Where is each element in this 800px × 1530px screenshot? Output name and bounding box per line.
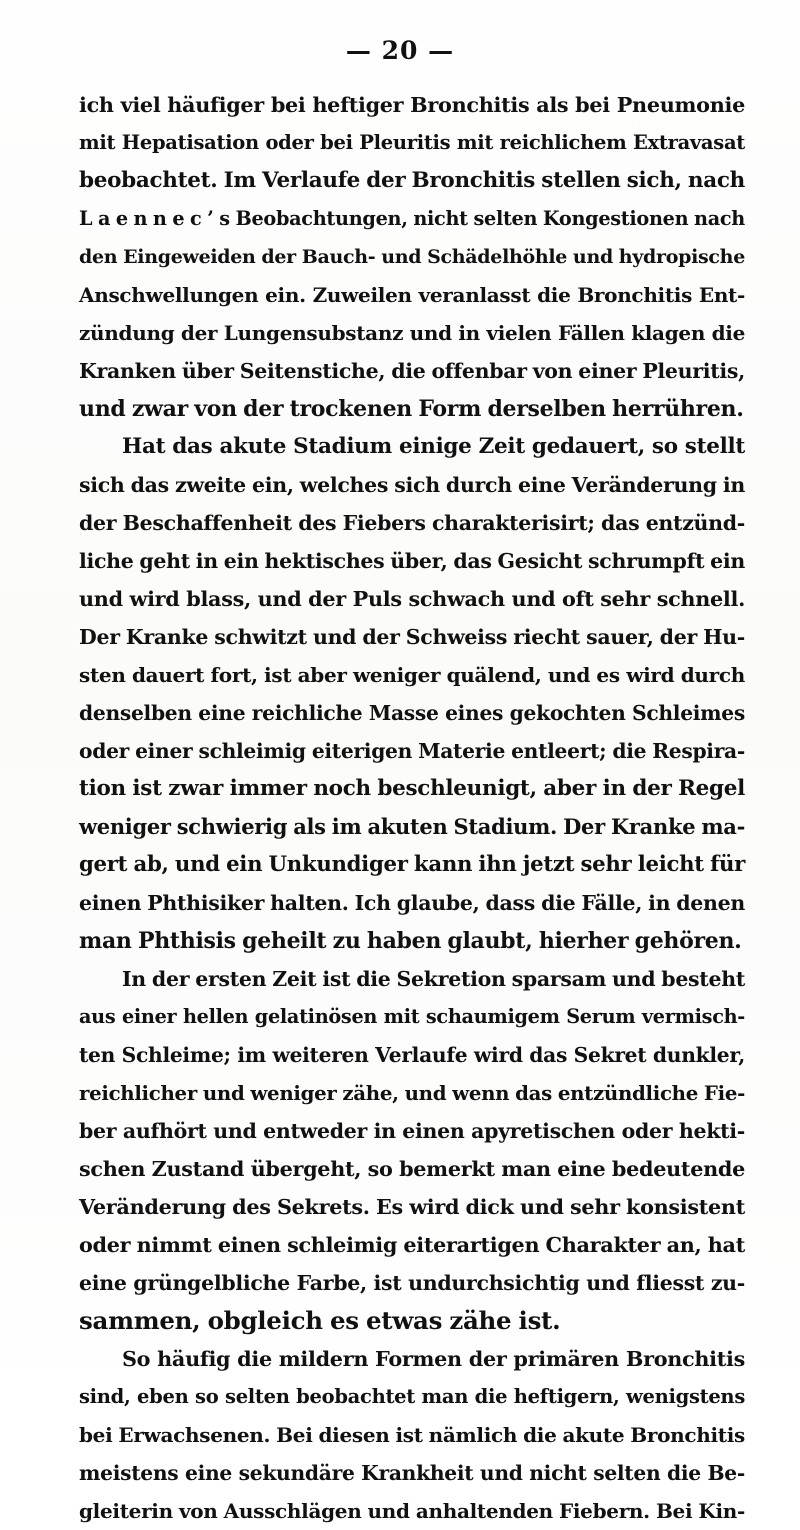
- text-line: ber aufhört und entweder in einen apyretischen oder hekti-: [79, 1119, 745, 1143]
- text-line: ten Schleime; im weiteren Verlaufe wird das Sekret dunkler,: [79, 1043, 745, 1067]
- text-line: sammen, obgleich es etwas zähe ist.: [79, 1306, 561, 1335]
- text-line: Veränderung des Sekrets. Es wird dick und sehr konsistent: [79, 1195, 745, 1219]
- text-line: einen Phthisiker halten. Ich glaube, dass die Fälle, in denen: [79, 891, 745, 915]
- text-line: ich viel häufiger bei heftiger Bronchitis als bei Pneumonie: [79, 93, 745, 117]
- text-line: tion ist zwar immer noch beschleunigt, aber in der Regel: [79, 776, 745, 801]
- text-line: sich das zweite ein, welches sich durch eine Veränderung in: [79, 473, 745, 497]
- text-line: In der ersten Zeit ist die Sekretion sparsam und besteht: [122, 967, 745, 991]
- text-line: So häufig die mildern Formen der primären Bronchitis: [122, 1347, 745, 1371]
- text-line: eine grüngelbliche Farbe, ist undurchsichtig und fliesst zu-: [79, 1271, 745, 1295]
- text-line: bei Erwachsenen. Bei diesen ist nämlich die akute Bronchitis: [79, 1423, 745, 1447]
- text-line: Anschwellungen ein. Zuweilen veranlasst die Bronchitis Ent-: [79, 283, 745, 307]
- text-line: schen Zustand übergeht, so bemerkt man eine bedeutende: [79, 1157, 745, 1181]
- text-line: meistens eine sekundäre Krankheit und nicht selten die Be-: [79, 1461, 745, 1485]
- text-line: L a e n n e c ’ s Beobachtungen, nicht selten Kongestionen nach: [79, 207, 745, 230]
- text-line: gleiterin von Ausschlägen und anhaltenden Fiebern. Bei Kin-: [79, 1499, 745, 1523]
- text-line: aus einer hellen gelatinösen mit schaumigem Serum vermisch-: [79, 1005, 745, 1028]
- text-line: den Eingeweiden der Bauch- und Schädelhöhle und hydropische: [79, 246, 745, 268]
- text-line: denselben eine reichliche Masse eines gekochten Schleimes: [79, 701, 745, 725]
- text-line: reichlicher und weniger zähe, und wenn das entzündliche Fie-: [79, 1081, 745, 1105]
- text-line: sind, eben so selten beobachtet man die heftigern, wenigstens: [79, 1385, 745, 1408]
- text-line: Hat das akute Stadium einige Zeit gedauert, so stellt: [122, 434, 745, 459]
- text-line: der Beschaffenheit des Fiebers charakterisirt; das entzünd-: [79, 511, 745, 535]
- text-line: Der Kranke schwitzt und der Schweiss riecht sauer, der Hu-: [79, 625, 745, 649]
- text-line: und wird blass, und der Puls schwach und oft sehr schnell.: [79, 587, 745, 611]
- text-line: zündung der Lungensubstanz und in vielen Fällen klagen die: [79, 321, 745, 345]
- text-line: sten dauert fort, ist aber weniger quälend, und es wird durch: [79, 663, 745, 687]
- text-line: und zwar von der trockenen Form derselben herrühren.: [79, 396, 744, 422]
- text-line: mit Hepatisation oder bei Pleuritis mit reichlichem Extravasat: [79, 131, 745, 154]
- text-line: Kranken über Seitenstiche, die offenbar von einer Pleuritis,: [79, 359, 745, 383]
- page-number: — 20 —: [345, 36, 455, 65]
- text-line: gert ab, und ein Unkundiger kann ihn jetzt sehr leicht für: [79, 852, 745, 877]
- text-line: beobachtet. Im Verlaufe der Bronchitis stellen sich, nach: [79, 168, 745, 193]
- body-text: [79, 86, 745, 1530]
- text-line: oder nimmt einen schleimig eiterartigen Charakter an, hat: [79, 1233, 745, 1257]
- text-line: weniger schwierig als im akuten Stadium. Der Kranke ma-: [79, 814, 745, 839]
- text-line: man Phthisis geheilt zu haben glaubt, hierher gehören.: [79, 928, 742, 954]
- text-line: oder einer schleimig eiterigen Materie entleert; die Respira-: [79, 739, 745, 763]
- text-line: liche geht in ein hektisches über, das Gesicht schrumpft ein: [79, 549, 745, 573]
